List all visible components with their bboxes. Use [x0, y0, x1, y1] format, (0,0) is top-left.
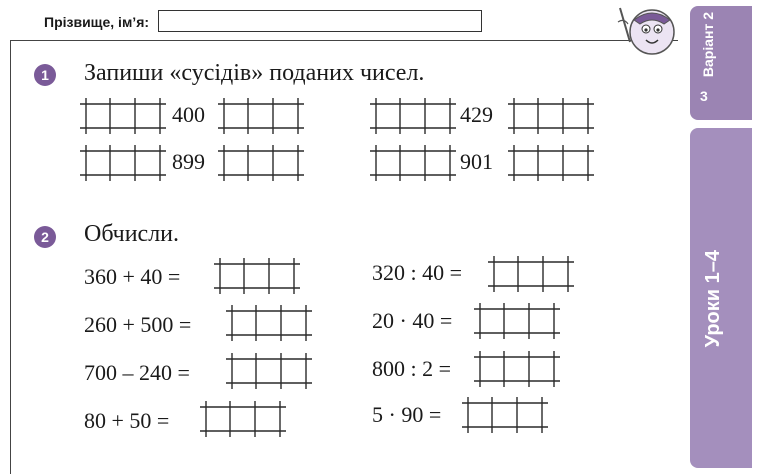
given-number: 899	[172, 149, 205, 174]
answer-cells[interactable]	[488, 256, 574, 292]
answer-cells[interactable]	[370, 98, 456, 134]
answer-cells[interactable]	[508, 98, 594, 134]
answer-cells[interactable]	[370, 145, 456, 181]
expression: 360 + 40 =	[84, 264, 181, 289]
frame-top-line	[10, 40, 678, 41]
answer-cells[interactable]	[214, 258, 300, 294]
mascot-icon	[608, 2, 678, 72]
expression: 20 · 40 =	[372, 308, 453, 333]
task2-badge: 2	[34, 226, 56, 248]
variant-number: 3	[700, 88, 708, 104]
name-field[interactable]	[158, 10, 482, 32]
answer-cells[interactable]	[218, 98, 304, 134]
lessons-label: Уроки 1–4	[702, 250, 724, 348]
expression: 320 : 40 =	[372, 260, 463, 285]
given-number: 400	[172, 102, 205, 127]
task1-text: Запиши «сусідів» поданих чисел.	[84, 60, 425, 86]
answer-cells[interactable]	[80, 145, 166, 181]
expression: 80 + 50 =	[84, 408, 170, 433]
answer-cells[interactable]	[474, 351, 560, 387]
task2-text: Обчисли.	[84, 221, 180, 247]
given-number: 429	[460, 102, 493, 127]
expression: 800 : 2 =	[372, 356, 452, 381]
expression: 5 · 90 =	[372, 402, 442, 427]
answer-cells[interactable]	[462, 397, 548, 433]
answer-cells[interactable]	[80, 98, 166, 134]
variant-label: Варіант 2	[700, 12, 716, 78]
answer-cells[interactable]	[474, 303, 560, 339]
name-label: Прізвище, ім’я:	[44, 14, 150, 30]
answer-cells[interactable]	[200, 401, 286, 437]
task1-badge: 1	[34, 64, 56, 86]
answer-cells[interactable]	[218, 145, 304, 181]
given-number: 901	[460, 149, 493, 174]
answer-cells[interactable]	[508, 145, 594, 181]
frame-left-line	[10, 40, 11, 474]
answer-cells[interactable]	[226, 305, 312, 341]
expression: 260 + 500 =	[84, 312, 192, 337]
expression: 700 – 240 =	[84, 360, 190, 385]
answer-cells[interactable]	[226, 353, 312, 389]
